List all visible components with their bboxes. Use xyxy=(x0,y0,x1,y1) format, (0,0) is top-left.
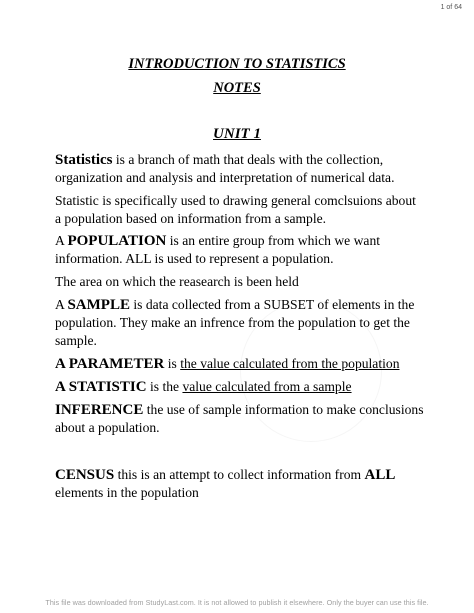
term-statistic: A STATISTIC xyxy=(55,379,147,395)
paragraph-sample-definition xyxy=(55,296,425,350)
paragraph-text: is an entire group from which we want information. ALL is used to represent a population. xyxy=(55,233,381,266)
term-all: ALL xyxy=(364,467,396,483)
term-sample: SAMPLE xyxy=(67,297,130,313)
unit-heading: UNIT 1 xyxy=(213,126,261,142)
paragraph-text: is a branch of math that deals with the collection, organization and analysis and interpretation of numerical data. xyxy=(55,152,395,185)
paragraph-text: is the xyxy=(146,379,183,394)
paragraph-text: this is an attempt to collect information from xyxy=(114,467,365,482)
paragraph-text: is data collected from a SUBSET of elements in the population. They make an infrence from the population to get the sample. xyxy=(55,297,415,348)
term-census: CENSUS xyxy=(55,467,115,483)
paragraph-inference-definition xyxy=(55,401,425,437)
paragraph-statistic-definition xyxy=(55,378,425,396)
document-title: INTRODUCTION TO STATISTICS xyxy=(128,56,346,72)
term-statistics: Statistics xyxy=(55,152,113,168)
paragraph-census-definition xyxy=(55,466,425,502)
paragraph-text: is xyxy=(164,356,181,371)
paragraph-text: the use of sample information to make conclusions about a population. xyxy=(55,402,424,435)
paragraph-text: The area on which the reasearch is been held xyxy=(55,274,299,289)
page-count: 1 of 64 xyxy=(440,4,462,11)
paragraph-statistic-usage xyxy=(55,192,425,228)
paragraph-lead: A xyxy=(55,297,68,312)
term-inference: INFERENCE xyxy=(55,402,144,418)
paragraph-population-definition xyxy=(55,232,425,268)
paragraph-lead: A xyxy=(55,233,68,248)
paragraph-text: elements in the population xyxy=(55,485,199,500)
paragraph-text: Statistic is specifically used to drawing general comclsuions about a population based on information from a sample. xyxy=(55,193,416,226)
parameter-definition-underlined: the value calculated from the population xyxy=(180,356,400,371)
download-footer: This file was downloaded from StudyLast.com. It is not allowed to publish it elsewhere. Only the buyer can use this file. xyxy=(45,598,429,607)
statistic-definition-underlined: value calculated from a sample xyxy=(182,379,352,394)
term-population: POPULATION xyxy=(67,233,167,249)
paragraph-statistics-definition xyxy=(55,151,425,187)
document-subtitle: NOTES xyxy=(213,80,261,96)
paragraph-parameter-definition xyxy=(55,355,425,373)
term-parameter: A PARAMETER xyxy=(55,356,165,372)
paragraph-research-area xyxy=(55,273,425,291)
